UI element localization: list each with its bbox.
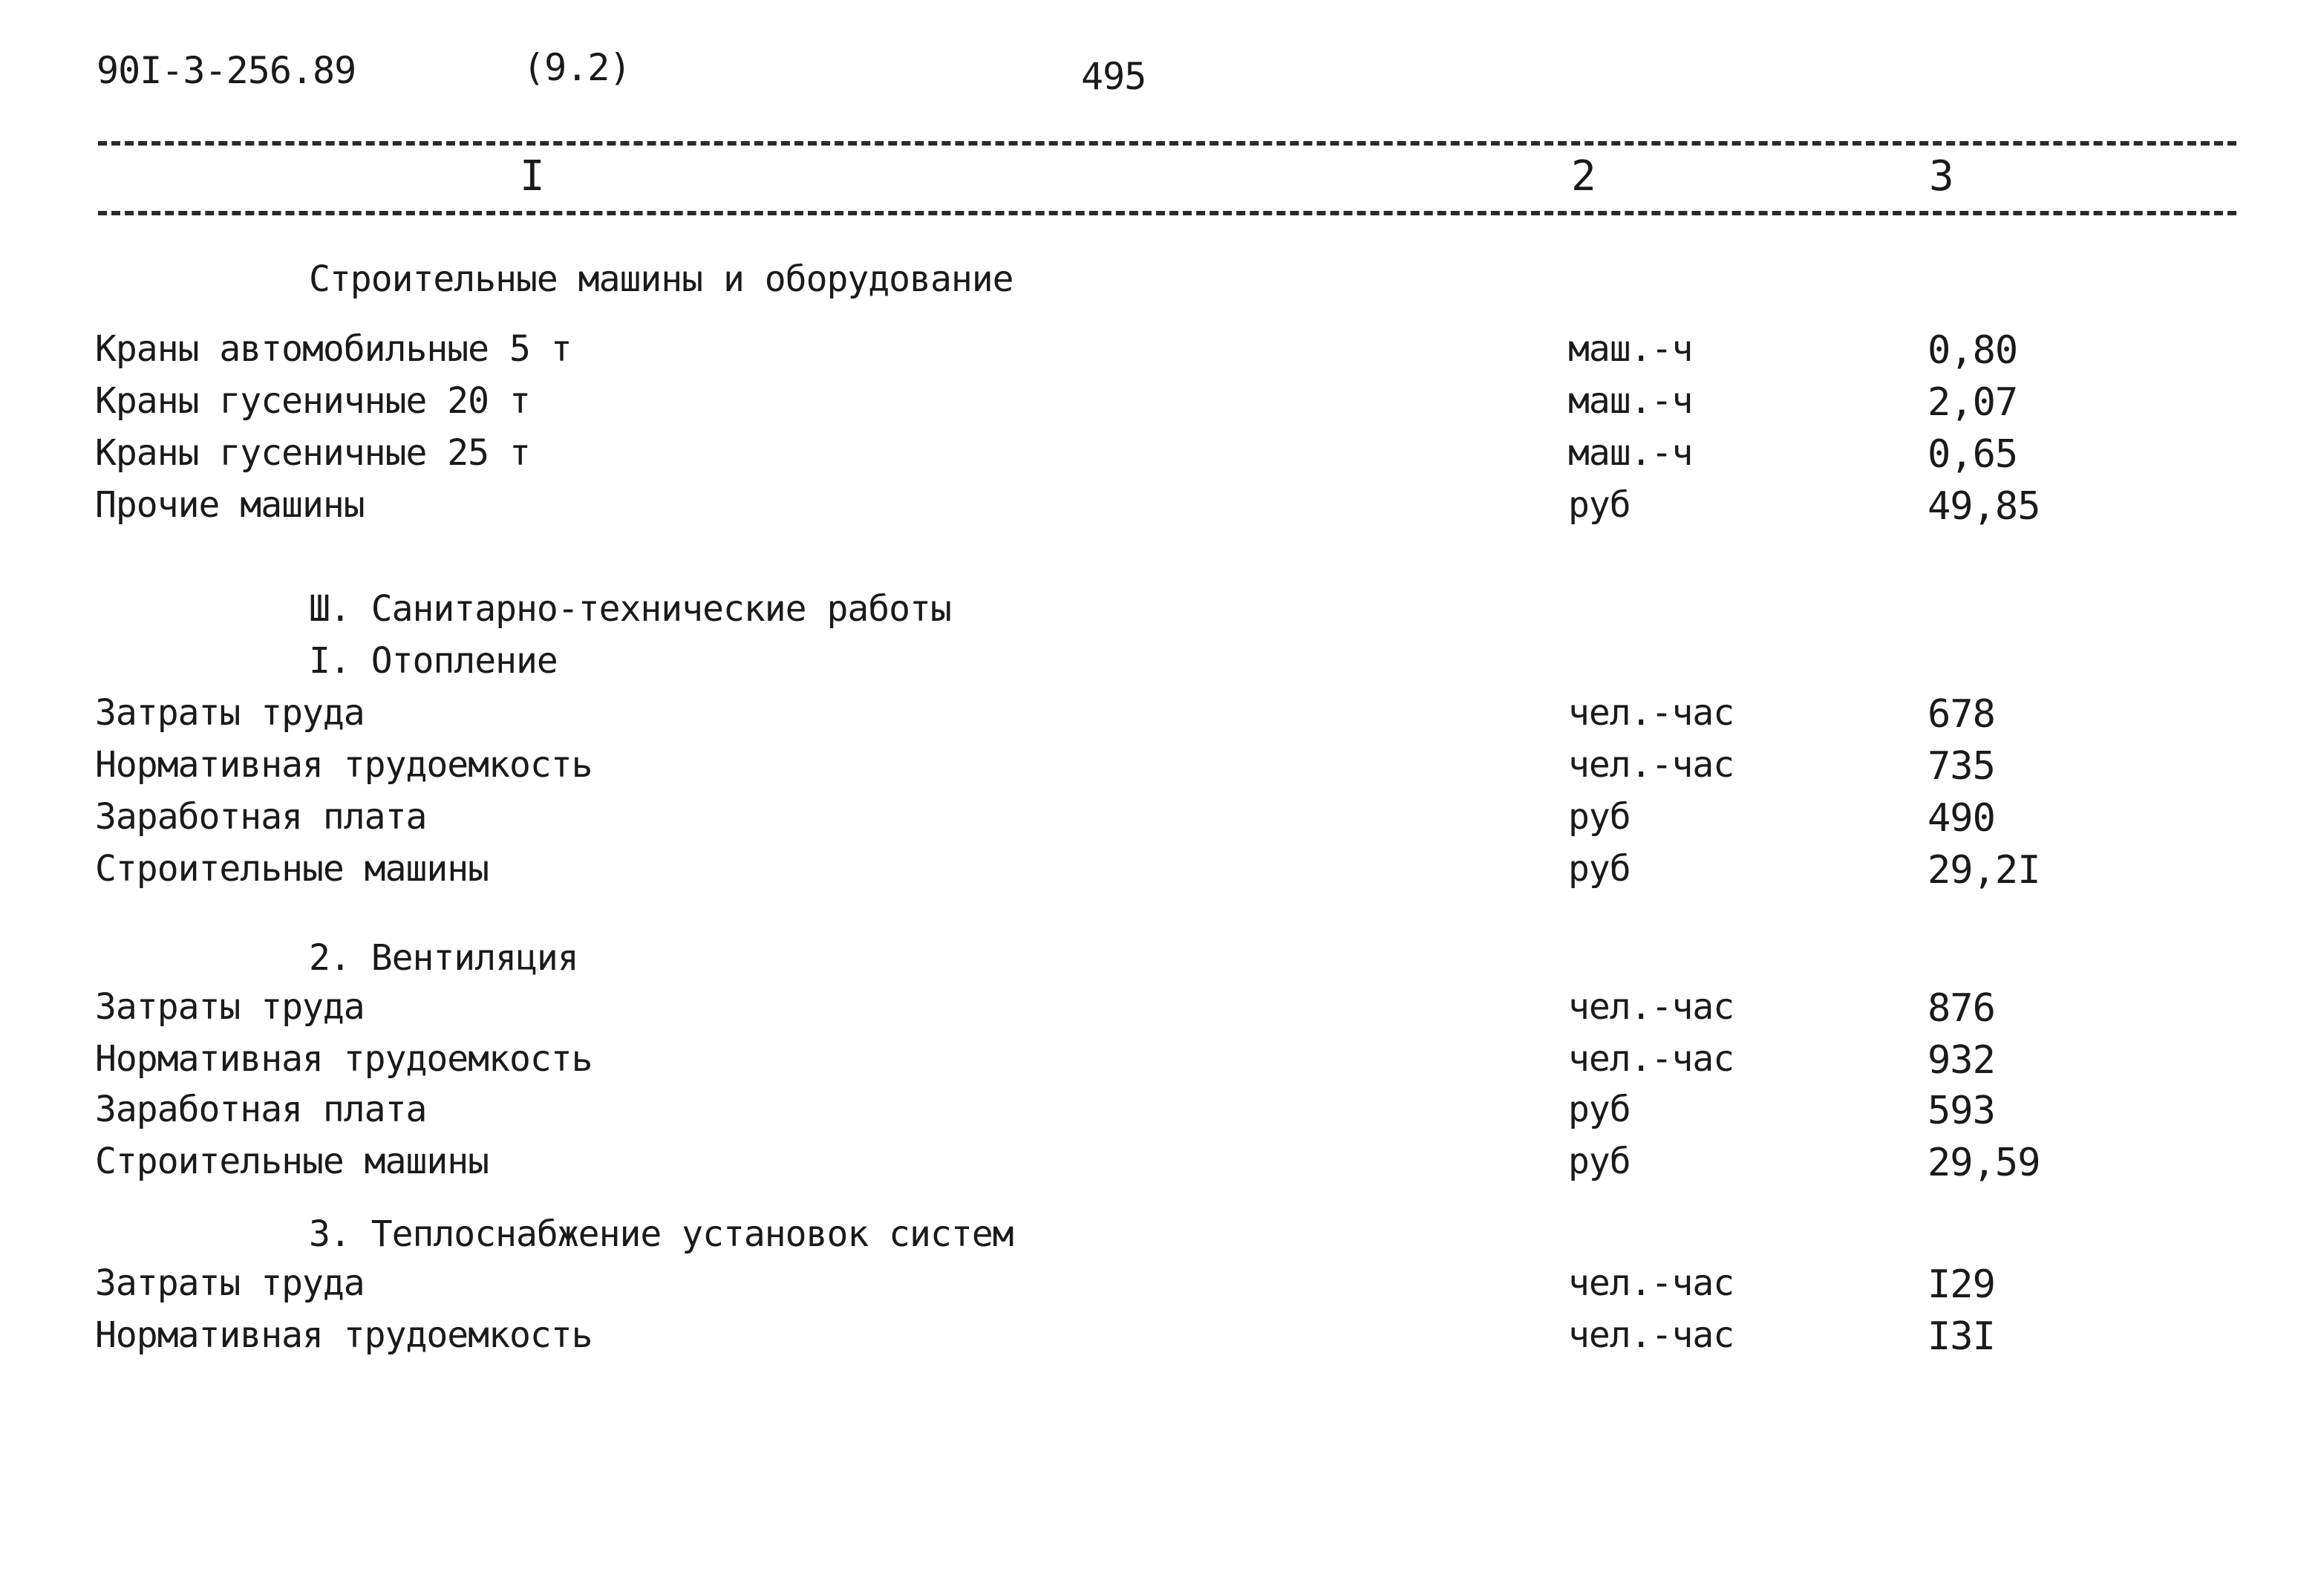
table-row	[95, 848, 2248, 896]
table-row	[95, 744, 2248, 792]
row-name: Нормативная трудоемкость	[95, 744, 593, 786]
subsection-heading-heat-supply: 3. Теплоснабжение установок систем	[309, 1213, 1014, 1255]
table-row	[95, 432, 2248, 480]
row-unit: чел.-час	[1568, 692, 1734, 734]
row-name: Нормативная трудоемкость	[95, 1314, 593, 1356]
table-row	[95, 986, 2248, 1034]
row-name: Затраты труда	[95, 986, 365, 1028]
row-name: Краны гусеничные 20 т	[95, 380, 530, 422]
row-value: I29	[1928, 1262, 1995, 1307]
row-unit: руб	[1568, 1089, 1631, 1130]
row-unit: руб	[1568, 484, 1631, 526]
row-name: Заработная плата	[95, 1089, 427, 1130]
subsection-heading-ventilation: 2. Вентиляция	[309, 937, 578, 979]
table-row	[95, 796, 2248, 844]
subsection-heading-heating: I. Отопление	[309, 640, 558, 682]
column-number-1: I	[520, 152, 545, 200]
row-value: 490	[1928, 796, 1995, 841]
row-unit: чел.-час	[1568, 1038, 1734, 1080]
row-unit: чел.-час	[1568, 1262, 1734, 1304]
row-value: 593	[1928, 1089, 1995, 1133]
row-value: 0,80	[1928, 328, 2018, 373]
row-name: Заработная плата	[95, 796, 427, 838]
row-value: 932	[1928, 1038, 1995, 1083]
table-row	[95, 1038, 2248, 1086]
row-name: Нормативная трудоемкость	[95, 1038, 593, 1080]
row-name: Затраты труда	[95, 1262, 365, 1304]
row-value: 876	[1928, 986, 1995, 1031]
row-value: 735	[1928, 744, 1995, 789]
row-unit: чел.-час	[1568, 986, 1734, 1028]
table-row	[95, 1089, 2248, 1136]
table-row	[95, 692, 2248, 740]
row-value: 2,07	[1928, 380, 2018, 425]
row-unit: руб	[1568, 848, 1631, 890]
table-row	[95, 1262, 2248, 1310]
row-value: 0,65	[1928, 432, 2018, 477]
table-row	[95, 484, 2248, 532]
row-value: 29,59	[1928, 1141, 2040, 1185]
table-top-rule	[98, 141, 2236, 146]
row-value: I3I	[1928, 1314, 1995, 1359]
row-unit: чел.-час	[1568, 1314, 1734, 1356]
row-name: Прочие машины	[95, 484, 365, 526]
row-unit: маш.-ч	[1568, 432, 1693, 474]
section-heading-machinery: Строительные машины и оборудование	[309, 258, 1014, 300]
row-unit: маш.-ч	[1568, 328, 1693, 370]
row-value: 678	[1928, 692, 1995, 737]
section-heading-sanitary: Ш. Санитарно-технические работы	[309, 588, 951, 630]
row-name: Краны гусеничные 25 т	[95, 432, 530, 474]
row-name: Краны автомобильные 5 т	[95, 328, 572, 370]
column-number-3: 3	[1929, 152, 1954, 200]
document-code: 90I-3-256.89	[97, 49, 356, 92]
row-name: Строительные машины	[95, 848, 489, 890]
table-row	[95, 380, 2248, 428]
row-unit: чел.-час	[1568, 744, 1734, 786]
table-row	[95, 328, 2248, 376]
row-unit: руб	[1568, 1141, 1631, 1182]
table-row	[95, 1314, 2248, 1362]
column-number-2: 2	[1571, 152, 1596, 200]
table-row	[95, 1141, 2248, 1188]
row-name: Строительные машины	[95, 1141, 489, 1182]
row-unit: маш.-ч	[1568, 380, 1693, 422]
row-name: Затраты труда	[95, 692, 365, 734]
page-number: 495	[1081, 55, 1146, 98]
section-number: (9.2)	[523, 46, 631, 89]
row-unit: руб	[1568, 796, 1631, 838]
row-value: 49,85	[1928, 484, 2040, 529]
row-value: 29,2I	[1928, 848, 2040, 893]
table-header-rule	[98, 211, 2236, 215]
